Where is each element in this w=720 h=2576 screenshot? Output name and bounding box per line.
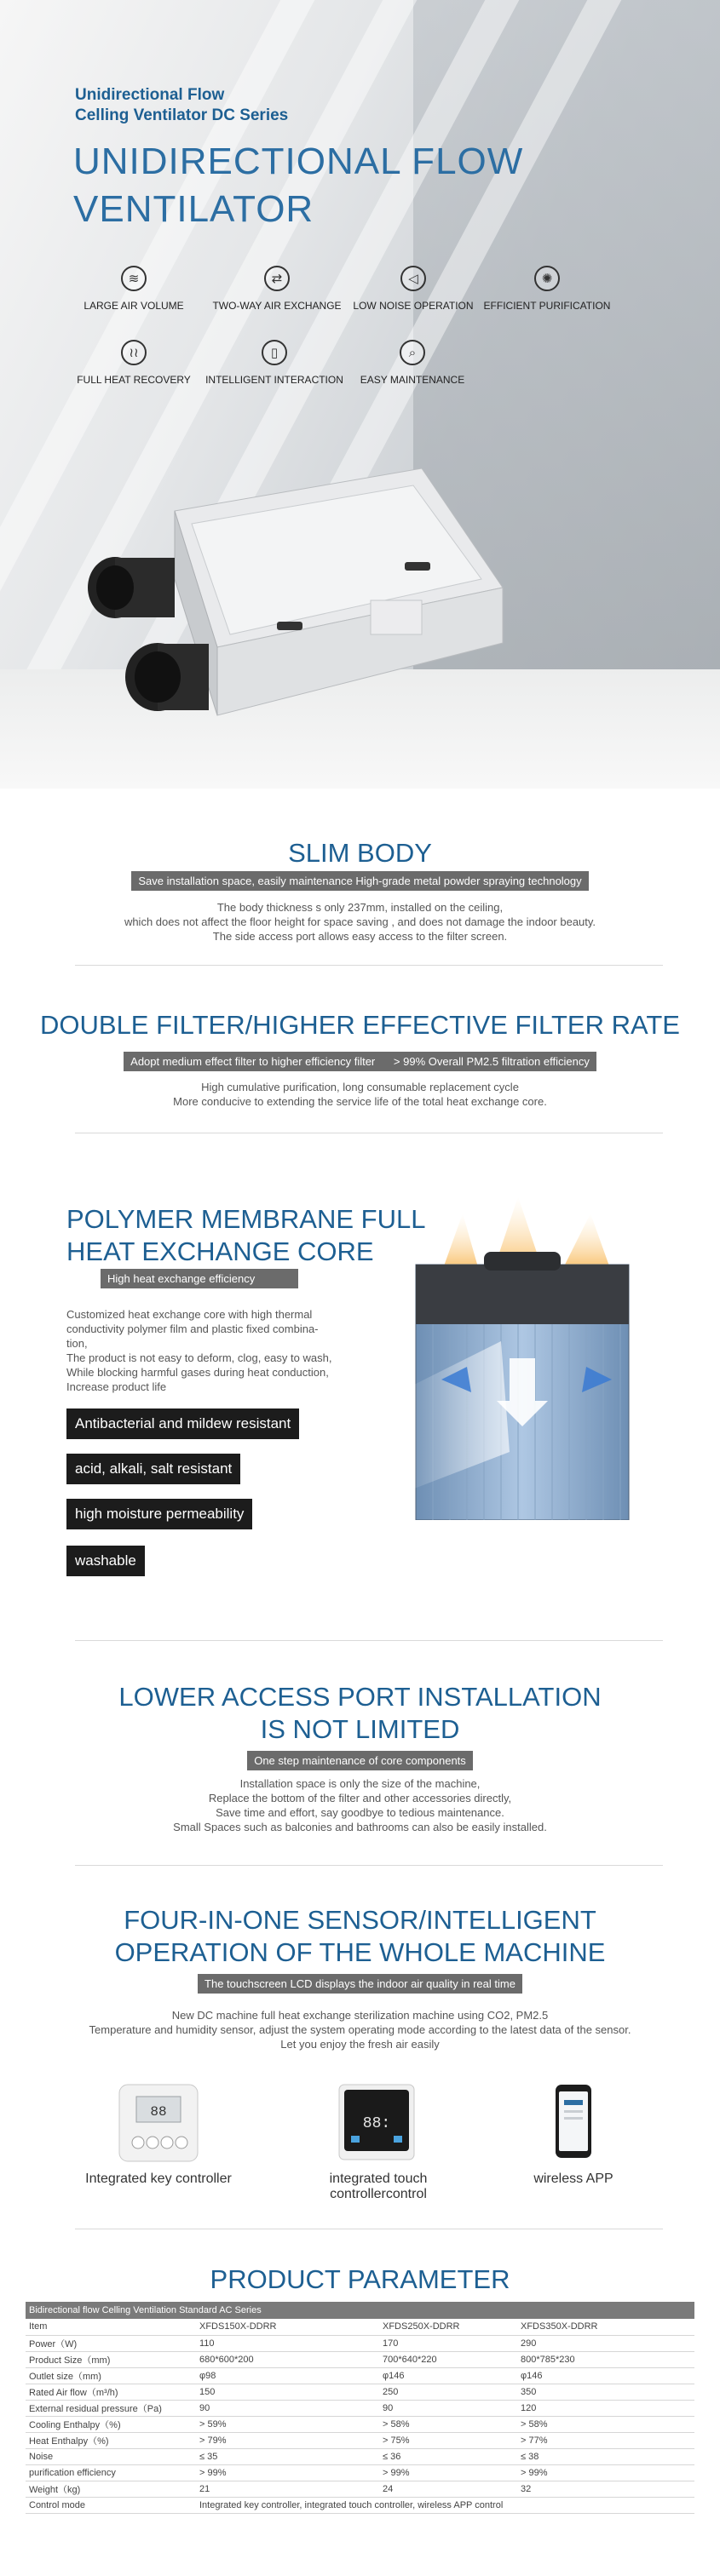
table-cell: φ146 [517, 2367, 694, 2384]
hero-title-line: UNIDIRECTIONAL FLOW [73, 141, 524, 182]
section-title: PRODUCT PARAMETER [210, 2264, 510, 2294]
table-header-row [26, 2319, 694, 2335]
sensor-section [0, 1904, 720, 1969]
description-line: The product is not easy to deform, clog, easy to wash, [66, 1351, 332, 1364]
sensor-bar-row [0, 1974, 720, 1994]
table-cell: > 59% [196, 2416, 379, 2432]
table-cell: 110 [196, 2335, 379, 2351]
table-cell: Cooling Enthalpy（%) [26, 2416, 196, 2432]
highlight-bar: High heat exchange efficiency [101, 1269, 298, 1288]
description-line: Save time and effort, say goodbye to tedious maintenance. [216, 1806, 504, 1819]
section-title: SLIM BODY [288, 838, 432, 868]
feature-label: LARGE AIR VOLUME [84, 300, 184, 312]
section-divider [75, 965, 663, 966]
section-title-line: OPERATION OF THE WHOLE MACHINE [114, 1937, 606, 1967]
double-filter-bar-row [0, 1052, 720, 1071]
access-port-section [0, 1681, 720, 1746]
hero-subtitle [75, 85, 288, 126]
highlight-bar: Save installation space, easily maintenance High-grade metal powder spraying technology [131, 871, 588, 891]
key-controller-icon [118, 2083, 199, 2163]
slim-body-description [0, 900, 720, 944]
controller-display-text: 88 [150, 2104, 167, 2120]
description-line: High cumulative purification, long consumable replacement cycle [201, 1081, 519, 1093]
table-cell: 90 [379, 2400, 517, 2416]
description-line: While blocking harmful gases during heat conduction, [66, 1366, 329, 1379]
section-title-line: LOWER ACCESS PORT INSTALLATION [118, 1682, 602, 1712]
table-row [26, 2497, 694, 2513]
speaker-icon: ◁ [400, 266, 426, 291]
description-line: Customized heat exchange core with high thermal [66, 1308, 313, 1321]
table-cell: > 99% [517, 2464, 694, 2481]
table-cell: 800*785*230 [517, 2351, 694, 2367]
table-cell: Heat Enthalpy（%) [26, 2432, 196, 2448]
feature-label: FULL HEAT RECOVERY [77, 374, 191, 386]
table-cell: External residual pressure（Pa) [26, 2400, 196, 2416]
table-row [26, 2464, 694, 2481]
description-line: The body thickness s only 237mm, installed on the ceiling, [216, 901, 504, 914]
feature-tag: high moisture permeability [66, 1499, 252, 1529]
table-row [26, 2448, 694, 2464]
feature-label: TWO-WAY AIR EXCHANGE [212, 300, 342, 312]
feature-two-way-air-exchange [200, 266, 354, 312]
sensor-description [0, 2008, 720, 2051]
access-port-bar-row [0, 1751, 720, 1770]
description-line: Small Spaces such as balconies and bathrooms can also be easily installed. [173, 1821, 547, 1833]
exchange-icon: ⇄ [264, 266, 290, 291]
feature-easy-maintenance [336, 340, 489, 386]
section-title-line: IS NOT LIMITED [260, 1714, 460, 1744]
table-cell: > 99% [196, 2464, 379, 2481]
table-cell: 680*600*200 [196, 2351, 379, 2367]
ventilator-device-image [81, 443, 524, 732]
feature-full-heat-recovery [57, 340, 210, 386]
hero-title [73, 138, 523, 233]
double-filter-section [0, 1009, 720, 1041]
table-row [26, 2400, 694, 2416]
table-title: Bidirectional flow Celling Ventilation Standard AC Series [26, 2302, 694, 2319]
table-row [26, 2367, 694, 2384]
table-cell: 150 [196, 2384, 379, 2400]
hero-subtitle-line: Celling Ventilator DC Series [75, 106, 289, 124]
description-line: The side access port allows easy access to the filter screen. [212, 930, 508, 943]
controller-label: wireless APP [533, 2172, 613, 2186]
table-cell: 170 [379, 2335, 517, 2351]
table-cell: φ98 [196, 2367, 379, 2384]
search-icon: ⌕ [400, 340, 425, 365]
slim-body-section [0, 837, 720, 869]
feature-label: EFFICIENT PURIFICATION [483, 300, 611, 312]
section-title-line: POLYMER MEMBRANE FULL [66, 1204, 426, 1234]
table-cell: Outlet size（mm) [26, 2367, 196, 2384]
purify-icon: ✺ [534, 266, 560, 291]
slim-body-bar-row [0, 871, 720, 891]
description-line: Temperature and humidity sensor, adjust the system operating mode according to the latest data of the sensor. [89, 2023, 631, 2036]
table-row [26, 2432, 694, 2448]
description-line: New DC machine full heat exchange sterilization machine using CO2, PM2.5 [171, 2009, 549, 2022]
description-line: Increase product life [66, 1380, 167, 1393]
highlight-bar: The touchscreen LCD displays the indoor air quality in real time [198, 1974, 522, 1994]
section-title-line: HEAT EXCHANGE CORE [66, 1236, 374, 1266]
table-row [26, 2384, 694, 2400]
feature-efficient-purification [470, 266, 624, 312]
highlight-bar: One step maintenance of core components [247, 1751, 473, 1770]
table-cell: ≤ 35 [196, 2448, 379, 2464]
table-cell: Rated Air flow（m³/h) [26, 2384, 196, 2400]
hero-title-line: VENTILATOR [73, 188, 314, 230]
controller-label: Integrated key controller [85, 2172, 232, 2186]
touch-controller-icon [337, 2083, 416, 2161]
table-header-cell: XFDS150X-DDRR [196, 2319, 379, 2335]
heat-icon: ≀≀ [121, 340, 147, 365]
feature-label: LOW NOISE OPERATION [353, 300, 474, 312]
table-row [26, 2351, 694, 2367]
description-line: More conducive to extending the service life of the total heat exchange core. [173, 1095, 547, 1108]
table-cell: > 58% [517, 2416, 694, 2432]
feature-label: EASY MAINTENANCE [360, 374, 465, 386]
table-header-cell: XFDS250X-DDRR [379, 2319, 517, 2335]
table-cell: 250 [379, 2384, 517, 2400]
product-parameter-table [26, 2302, 694, 2514]
table-cell: > 77% [517, 2432, 694, 2448]
feature-tag: Antibacterial and mildew resistant [66, 1408, 299, 1439]
access-port-description [0, 1776, 720, 1834]
table-cell: 90 [196, 2400, 379, 2416]
description-line: conductivity polymer film and plastic fixed combina- [66, 1322, 319, 1335]
controller-label: integrated touch controllercontrol [329, 2172, 428, 2201]
table-cell: 32 [517, 2481, 694, 2497]
description-line: Installation space is only the size of the machine, [239, 1777, 481, 1790]
table-cell: 700*640*220 [379, 2351, 517, 2367]
highlight-bar: Adopt medium effect filter to higher efficiency filter > 99% Overall PM2.5 filtration efficiency [124, 1052, 596, 1071]
table-cell: > 58% [379, 2416, 517, 2432]
description-line: Replace the bottom of the filter and other accessories directly, [208, 1792, 512, 1804]
table-title-row [26, 2302, 694, 2319]
section-divider [75, 1640, 663, 1641]
table-cell: 24 [379, 2481, 517, 2497]
double-filter-description [0, 1080, 720, 1109]
table-cell: Control mode [26, 2497, 196, 2513]
table-cell: Integrated key controller, integrated touch controller, wireless APP control [196, 2497, 694, 2513]
table-cell: > 99% [379, 2464, 517, 2481]
table-row [26, 2481, 694, 2497]
table-cell: Noise [26, 2448, 196, 2464]
polymer-description [66, 1307, 373, 1394]
heat-exchange-core-image [399, 1196, 654, 1520]
description-line: Let you enjoy the fresh air easily [280, 2038, 440, 2051]
description-line: which does not affect the floor height for space saving , and does not damage the indoor beauty. [124, 915, 596, 928]
hero-subtitle-line: Unidirectional Flow [75, 86, 225, 104]
table-cell: Product Size（mm) [26, 2351, 196, 2367]
smartphone-icon [554, 2083, 593, 2160]
feature-large-air-volume [57, 266, 210, 312]
table-cell: 290 [517, 2335, 694, 2351]
section-divider [75, 1865, 663, 1866]
table-cell: 350 [517, 2384, 694, 2400]
section-title: DOUBLE FILTER/HIGHER EFFECTIVE FILTER RATE [40, 1010, 680, 1040]
polymer-section-title [66, 1203, 425, 1268]
section-title-line: FOUR-IN-ONE SENSOR/INTELLIGENT [124, 1905, 596, 1935]
product-parameter-section [0, 2263, 720, 2296]
controller-display-text: 88: [362, 2115, 391, 2132]
table-cell: purification efficiency [26, 2464, 196, 2481]
table-cell: 21 [196, 2481, 379, 2497]
table-row [26, 2335, 694, 2351]
table-header-cell: Item [26, 2319, 196, 2335]
table-cell: ≤ 36 [379, 2448, 517, 2464]
table-cell: 120 [517, 2400, 694, 2416]
wind-icon: ≋ [121, 266, 147, 291]
table-cell: > 75% [379, 2432, 517, 2448]
description-line: tion, [66, 1337, 88, 1350]
table-row [26, 2416, 694, 2432]
feature-tag: acid, alkali, salt resistant [66, 1454, 240, 1484]
feature-low-noise-operation [337, 266, 490, 312]
table-cell: ≤ 38 [517, 2448, 694, 2464]
table-cell: φ146 [379, 2367, 517, 2384]
feature-tag: washable [66, 1546, 145, 1576]
table-header-cell: XFDS350X-DDRR [517, 2319, 694, 2335]
table-cell: Weight（kg) [26, 2481, 196, 2497]
feature-intelligent-interaction [198, 340, 351, 386]
phone-icon: ▯ [262, 340, 287, 365]
table-cell: > 79% [196, 2432, 379, 2448]
hero-banner [0, 0, 720, 789]
table-cell: Power（W) [26, 2335, 196, 2351]
feature-label: INTELLIGENT INTERACTION [205, 374, 343, 386]
